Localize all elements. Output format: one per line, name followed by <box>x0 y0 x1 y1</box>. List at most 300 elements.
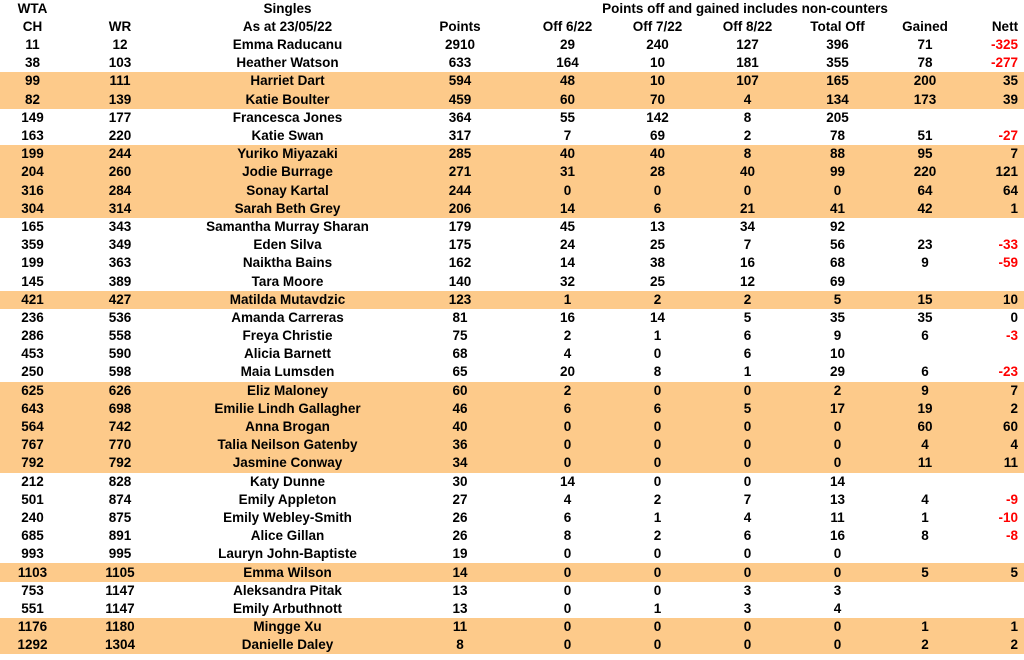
cell-points: 13 <box>452 600 468 616</box>
cell-off8: 0 <box>700 636 795 654</box>
cell-off6: 0 <box>520 454 615 472</box>
table-row <box>0 127 1024 145</box>
cell-off7: 0 <box>653 473 662 489</box>
cell-total: 13 <box>829 491 846 507</box>
cell-nett: -8 <box>1006 528 1019 544</box>
cell-total: 10 <box>829 346 846 362</box>
cell-off6: 0 <box>563 582 572 598</box>
cell-points: 633 <box>448 55 472 71</box>
table-row <box>0 54 1024 72</box>
col-off-7-22: Off 7/22 <box>632 19 683 34</box>
cell-off6: 4 <box>563 346 572 362</box>
cell-off8: 107 <box>700 72 795 90</box>
table-row <box>0 109 1024 127</box>
cell-nett: 39 <box>970 91 1024 109</box>
cell-wr: 1304 <box>65 636 175 654</box>
cell-total: 355 <box>826 55 849 71</box>
cell-gained <box>880 582 970 600</box>
cell-nett: -59 <box>998 255 1019 271</box>
cell-points: 36 <box>400 436 520 454</box>
table-row <box>0 72 1024 90</box>
table-row <box>0 236 1024 254</box>
cell-off7: 8 <box>653 364 662 380</box>
cell-points: 14 <box>400 563 520 581</box>
cell-total: 78 <box>829 128 846 144</box>
cell-gained <box>880 272 970 290</box>
cell-off8: 8 <box>743 109 752 125</box>
cell-points: 162 <box>448 255 472 271</box>
cell-gained: 11 <box>880 454 970 472</box>
cell-off8: 12 <box>739 273 756 289</box>
cell-wr: 389 <box>108 273 132 289</box>
cell-off6: 0 <box>563 546 572 562</box>
cell-off8: 7 <box>743 491 752 507</box>
cell-wr: 177 <box>108 109 132 125</box>
cell-wr: 742 <box>65 418 175 436</box>
cell-ch: 625 <box>0 382 65 400</box>
cell-nett: -23 <box>998 364 1019 380</box>
cell-gained <box>880 218 970 236</box>
cell-gained: 173 <box>880 91 970 109</box>
cell-name: Emilie Lindh Gallagher <box>175 400 400 418</box>
cell-ch: 11 <box>25 37 40 53</box>
cell-off8: 127 <box>736 37 759 53</box>
cell-off7: 0 <box>615 182 700 200</box>
wta-label: WTA <box>17 1 48 16</box>
cell-ch: 685 <box>21 528 44 544</box>
cell-name: Francesca Jones <box>232 109 343 125</box>
cell-off7: 0 <box>615 418 700 436</box>
cell-off7: 10 <box>615 72 700 90</box>
cell-ch: 643 <box>0 400 65 418</box>
cell-total: 4 <box>833 600 842 616</box>
table-row <box>0 218 1024 236</box>
cell-gained: 8 <box>921 528 929 544</box>
cell-nett: 4 <box>970 436 1024 454</box>
cell-name: Maia Lumsden <box>240 364 335 380</box>
cell-gained: 200 <box>880 72 970 90</box>
cell-off6: 16 <box>559 309 576 325</box>
cell-name: Naiktha Bains <box>242 255 333 271</box>
cell-name: Yuriko Miyazaki <box>175 145 400 163</box>
cell-points: 34 <box>400 454 520 472</box>
cell-off7: 0 <box>615 454 700 472</box>
table-row <box>0 36 1024 54</box>
cell-points: 19 <box>452 546 468 562</box>
table-row <box>0 563 1024 581</box>
cell-wr: 284 <box>65 182 175 200</box>
cell-ch: 551 <box>21 600 44 616</box>
cell-points: 317 <box>448 128 472 144</box>
cell-name: Eliz Maloney <box>175 382 400 400</box>
cell-name: Anna Brogan <box>175 418 400 436</box>
cell-off7: 14 <box>649 309 666 325</box>
cell-ch: 1176 <box>0 618 65 636</box>
cell-off6: 0 <box>520 418 615 436</box>
cell-gained: 15 <box>880 291 970 309</box>
cell-gained: 64 <box>880 182 970 200</box>
cell-off6: 0 <box>520 618 615 636</box>
cell-points: 244 <box>400 182 520 200</box>
points-note: Points off and gained includes non-counters <box>602 1 888 16</box>
cell-off6: 55 <box>559 109 576 125</box>
cell-ch: 421 <box>0 291 65 309</box>
cell-off7: 0 <box>615 618 700 636</box>
cell-wr: 792 <box>65 454 175 472</box>
cell-wr: 1147 <box>105 600 135 616</box>
cell-total: 16 <box>829 528 846 544</box>
col-points: Points <box>439 19 481 34</box>
cell-nett: 64 <box>970 182 1024 200</box>
cell-points: 285 <box>400 145 520 163</box>
cell-total: 29 <box>829 364 846 380</box>
cell-ch: 316 <box>0 182 65 200</box>
cell-off8: 6 <box>743 528 752 544</box>
cell-name: Tara Moore <box>251 273 324 289</box>
cell-off8: 0 <box>700 563 795 581</box>
cell-points: 26 <box>452 528 468 544</box>
cell-off7: 38 <box>649 255 666 271</box>
table-row <box>0 400 1024 418</box>
cell-off8: 5 <box>743 309 752 325</box>
cell-gained: 60 <box>880 418 970 436</box>
cell-ch: 453 <box>21 346 44 362</box>
cell-name: Danielle Daley <box>175 636 400 654</box>
cell-total: 99 <box>795 163 880 181</box>
cell-off7: 25 <box>649 273 666 289</box>
cell-wr: 698 <box>65 400 175 418</box>
col-name: As at 23/05/22 <box>242 19 333 34</box>
cell-ch: 82 <box>0 91 65 109</box>
cell-wr: 1105 <box>65 563 175 581</box>
cell-nett <box>970 272 1024 290</box>
cell-off8: 0 <box>700 454 795 472</box>
cell-wr: 1147 <box>105 582 135 598</box>
cell-nett: -325 <box>991 37 1019 53</box>
cell-gained: 4 <box>921 491 929 507</box>
cell-wr: 111 <box>65 72 175 90</box>
table-row <box>0 254 1024 272</box>
cell-ch: 359 <box>21 237 44 253</box>
cell-gained: 2 <box>880 636 970 654</box>
table-row <box>0 382 1024 400</box>
cell-ch: 212 <box>21 473 44 489</box>
cell-off8: 6 <box>743 346 752 362</box>
cell-off8: 8 <box>700 145 795 163</box>
cell-name: Katie Swan <box>251 128 324 144</box>
table-row <box>0 491 1024 509</box>
cell-ch: 149 <box>21 109 44 125</box>
cell-off7: 28 <box>615 163 700 181</box>
cell-off7: 240 <box>646 37 669 53</box>
cell-off6: 29 <box>559 37 576 53</box>
cell-total: 0 <box>795 636 880 654</box>
cell-nett: 7 <box>970 382 1024 400</box>
cell-off6: 14 <box>520 200 615 218</box>
cell-off8: 4 <box>700 91 795 109</box>
cell-points: 81 <box>452 309 468 325</box>
cell-wr: 220 <box>108 128 132 144</box>
cell-off7: 10 <box>649 55 666 71</box>
ranking-rows <box>0 36 1024 654</box>
cell-total: 396 <box>826 37 849 53</box>
table-row <box>0 163 1024 181</box>
cell-off8: 0 <box>743 473 752 489</box>
header-row-columns <box>0 18 1024 36</box>
cell-gained: 71 <box>917 37 933 53</box>
cell-wr: 828 <box>108 473 132 489</box>
cell-wr: 244 <box>65 145 175 163</box>
cell-name: Emma Wilson <box>175 563 400 581</box>
cell-name: Lauryn John-Baptiste <box>218 546 357 562</box>
cell-gained: 4 <box>880 436 970 454</box>
cell-nett <box>970 345 1024 363</box>
cell-off8: 0 <box>700 618 795 636</box>
cell-off8: 0 <box>700 182 795 200</box>
cell-off7: 0 <box>615 436 700 454</box>
cell-off6: 48 <box>520 72 615 90</box>
cell-name: Emma Raducanu <box>232 37 343 53</box>
cell-off6: 40 <box>520 145 615 163</box>
cell-off6: 14 <box>559 255 576 271</box>
cell-gained <box>880 545 970 563</box>
singles-label: Singles <box>263 1 312 16</box>
cell-off7: 0 <box>615 382 700 400</box>
cell-ch: 163 <box>21 128 44 144</box>
table-row <box>0 182 1024 200</box>
cell-off7: 0 <box>653 346 662 362</box>
cell-off6: 0 <box>520 636 615 654</box>
cell-name: Amanda Carreras <box>231 309 344 325</box>
cell-wr: 103 <box>108 55 132 71</box>
cell-ch: 145 <box>21 273 44 289</box>
cell-ch: 993 <box>21 546 44 562</box>
cell-name: Samantha Murray Sharan <box>206 218 369 234</box>
cell-name: Jodie Burrage <box>175 163 400 181</box>
table-row <box>0 309 1024 327</box>
table-row <box>0 509 1024 527</box>
cell-nett: -3 <box>1006 328 1019 344</box>
cell-nett <box>970 473 1024 491</box>
cell-nett: -10 <box>998 509 1019 525</box>
cell-wr: 1180 <box>65 618 175 636</box>
cell-wr: 995 <box>108 546 132 562</box>
cell-points: 175 <box>448 237 472 253</box>
cell-name: Aleksandra Pitak <box>233 582 342 598</box>
header-row-top <box>0 0 1024 18</box>
cell-points: 123 <box>400 291 520 309</box>
cell-off6: 14 <box>559 473 576 489</box>
cell-points: 68 <box>452 346 468 362</box>
cell-name: Mingge Xu <box>175 618 400 636</box>
cell-ch: 204 <box>0 163 65 181</box>
cell-total: 134 <box>795 91 880 109</box>
cell-ch: 1292 <box>0 636 65 654</box>
cell-ch: 753 <box>21 582 44 598</box>
cell-points: 65 <box>452 364 468 380</box>
cell-off8: 3 <box>743 582 752 598</box>
cell-off6: 164 <box>556 55 579 71</box>
cell-points: 75 <box>452 328 468 344</box>
cell-nett <box>970 218 1024 236</box>
cell-off6: 0 <box>520 182 615 200</box>
cell-wr: 343 <box>108 218 132 234</box>
cell-ch: 304 <box>0 200 65 218</box>
table-row <box>0 436 1024 454</box>
cell-points: 60 <box>400 382 520 400</box>
cell-total: 88 <box>795 145 880 163</box>
table-row <box>0 363 1024 381</box>
cell-gained: 6 <box>921 364 929 380</box>
cell-off8: 2 <box>700 291 795 309</box>
cell-off6: 2 <box>520 382 615 400</box>
cell-points: 46 <box>400 400 520 418</box>
col-total-off: Total Off <box>810 19 865 34</box>
cell-points: 26 <box>452 509 468 525</box>
cell-off6: 8 <box>563 528 572 544</box>
cell-nett: 5 <box>970 563 1024 581</box>
cell-gained: 42 <box>880 200 970 218</box>
cell-gained: 19 <box>880 400 970 418</box>
table-row <box>0 145 1024 163</box>
cell-off7: 1 <box>653 328 662 344</box>
table-row <box>0 345 1024 363</box>
cell-total: 56 <box>829 237 846 253</box>
cell-gained: 9 <box>880 382 970 400</box>
cell-off8: 21 <box>700 200 795 218</box>
cell-points: 271 <box>400 163 520 181</box>
table-row <box>0 418 1024 436</box>
table-row <box>0 454 1024 472</box>
cell-wr: 558 <box>108 328 132 344</box>
cell-total: 14 <box>829 473 846 489</box>
cell-wr: 260 <box>65 163 175 181</box>
cell-off8: 2 <box>743 128 752 144</box>
cell-gained: 23 <box>917 237 933 253</box>
cell-name: Alicia Barnett <box>243 346 332 362</box>
cell-off6: 24 <box>559 237 576 253</box>
cell-off7: 2 <box>615 291 700 309</box>
cell-off6: 7 <box>563 128 572 144</box>
cell-total: 41 <box>795 200 880 218</box>
cell-off6: 0 <box>520 563 615 581</box>
cell-total: 0 <box>795 436 880 454</box>
cell-name: Katy Dunne <box>249 473 325 489</box>
cell-off6: 6 <box>520 400 615 418</box>
cell-off7: 70 <box>615 91 700 109</box>
col-off-8-22: Off 8/22 <box>722 19 773 34</box>
cell-ch: 199 <box>21 255 44 271</box>
cell-name: Matilda Mutavdzic <box>175 291 400 309</box>
cell-points: 140 <box>448 273 472 289</box>
cell-off6: 45 <box>559 218 576 234</box>
cell-points: 459 <box>400 91 520 109</box>
cell-off7: 0 <box>615 636 700 654</box>
cell-total: 0 <box>795 618 880 636</box>
cell-points: 8 <box>400 636 520 654</box>
cell-nett: 1 <box>970 618 1024 636</box>
cell-off7: 2 <box>653 528 662 544</box>
cell-nett: 10 <box>970 291 1024 309</box>
cell-off8: 4 <box>743 509 752 525</box>
cell-nett: -9 <box>1006 491 1019 507</box>
cell-wr: 139 <box>65 91 175 109</box>
cell-wr: 314 <box>65 200 175 218</box>
cell-off7: 6 <box>615 200 700 218</box>
cell-name: Emily Appleton <box>238 491 337 507</box>
cell-wr: 349 <box>108 237 132 253</box>
cell-ch: 99 <box>0 72 65 90</box>
cell-ch: 250 <box>21 364 44 380</box>
cell-total: 0 <box>795 454 880 472</box>
cell-off8: 0 <box>743 546 752 562</box>
cell-off7: 142 <box>646 109 669 125</box>
cell-gained: 1 <box>921 509 929 525</box>
cell-off8: 6 <box>743 328 752 344</box>
cell-points: 364 <box>448 109 472 125</box>
cell-gained: 6 <box>921 328 929 344</box>
cell-name: Eden Silva <box>253 237 322 253</box>
table-row <box>0 473 1024 491</box>
cell-ch: 792 <box>0 454 65 472</box>
cell-wr: 363 <box>108 255 132 271</box>
cell-total: 68 <box>829 255 846 271</box>
cell-wr: 770 <box>65 436 175 454</box>
cell-points: 2910 <box>444 37 476 53</box>
cell-total: 2 <box>795 382 880 400</box>
cell-name: Talia Neilson Gatenby <box>175 436 400 454</box>
table-row <box>0 327 1024 345</box>
cell-name: Sonay Kartal <box>175 182 400 200</box>
cell-total: 0 <box>833 546 842 562</box>
cell-ch: 38 <box>24 55 41 71</box>
col-nett: Nett <box>991 19 1019 34</box>
cell-off7: 25 <box>649 237 666 253</box>
table-row <box>0 600 1024 618</box>
table-row <box>0 618 1024 636</box>
cell-name: Alice Gillan <box>250 528 325 544</box>
cell-ch: 286 <box>21 328 44 344</box>
cell-total: 9 <box>833 328 842 344</box>
cell-nett: 35 <box>970 72 1024 90</box>
cell-off8: 16 <box>739 255 756 271</box>
cell-total: 35 <box>829 309 846 325</box>
table-row <box>0 636 1024 654</box>
cell-off6: 31 <box>520 163 615 181</box>
cell-off8: 34 <box>739 218 756 234</box>
cell-off7: 0 <box>653 582 662 598</box>
cell-points: 27 <box>452 491 468 507</box>
cell-total: 11 <box>830 509 845 525</box>
cell-off6: 0 <box>563 600 572 616</box>
cell-off7: 1 <box>653 509 662 525</box>
table-row <box>0 545 1024 563</box>
cell-gained <box>880 600 970 618</box>
cell-name: Harriet Dart <box>175 72 400 90</box>
cell-ch: 501 <box>21 491 44 507</box>
cell-nett: 11 <box>970 454 1024 472</box>
cell-off7: 2 <box>653 491 662 507</box>
cell-off6: 2 <box>563 328 572 344</box>
cell-name: Freya Christie <box>242 328 333 344</box>
cell-nett: 7 <box>970 145 1024 163</box>
cell-gained: 9 <box>921 255 929 271</box>
cell-nett: -33 <box>998 237 1019 253</box>
cell-points: 30 <box>452 473 468 489</box>
cell-points: 11 <box>400 618 520 636</box>
table-row <box>0 291 1024 309</box>
col-wr: WR <box>108 19 132 34</box>
